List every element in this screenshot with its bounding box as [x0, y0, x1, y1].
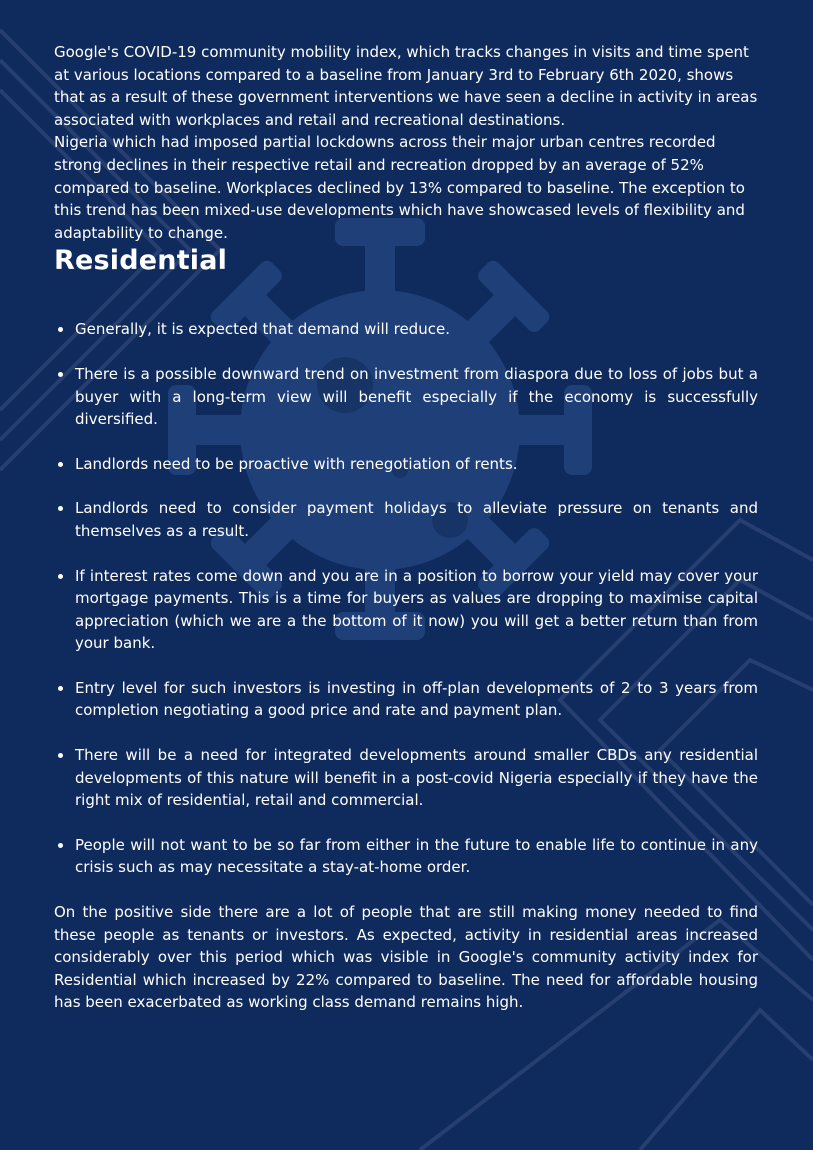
section-title: Residential: [54, 245, 228, 277]
list-item: There is a possible downward trend on investment from diaspora due to loss of jobs but a buyer with a long-term view will benefit especially if the economy is successfully diversified.: [54, 363, 758, 431]
document-content: [54, 41, 758, 1014]
list-item: There will be a need for integrated developments around smaller CBDs any residential developments of this nature will benefit in a post-covid Nigeria especially if they have the right mix of residential, retail and commercial.: [54, 744, 758, 812]
intro-paragraph-2: Nigeria which had imposed partial lockdowns across their major urban centres recorded strong declines in their respective retail and recreation dropped by an average of 52% compared to baseline. Workplaces declined by 13% compared to baseline. The exception to this trend has been mixed-use developments which have showcased levels of flexibility and adaptability to change.: [54, 133, 745, 242]
list-item: Generally, it is expected that demand will reduce.: [54, 318, 758, 341]
list-item: Entry level for such investors is investing in off-plan developments of 2 to 3 years from completion negotiating a good price and rate and payment plan.: [54, 677, 758, 722]
intro-paragraph-1: Google's COVID-19 community mobility index, which tracks changes in visits and time spent at various locations compared to a baseline from January 3rd to February 6th 2020, shows that as a result of these government interventions we have seen a decline in activity in areas associated with workplaces and retail and recreational destinations.: [54, 43, 758, 129]
list-item: Landlords need to consider payment holidays to alleviate pressure on tenants and themselves as a result.: [54, 497, 758, 542]
residential-bullet-list: [54, 318, 758, 879]
closing-paragraph: On the positive side there are a lot of people that are still making money needed to find these people as tenants or investors. As expected, activity in residential areas increased considerably over this period which was visible in Google's community activity index for Residential which increased by 22% compared to baseline. The need for affordable housing has been exacerbated as working class demand remains high.: [54, 903, 758, 1012]
list-item: If interest rates come down and you are in a position to borrow your yield may cover your mortgage payments. This is a time for buyers as values are dropping to maximise capital appreciation (which we are a the bottom of it now) you will get a better return than from your bank.: [54, 565, 758, 655]
list-item: Landlords need to be proactive with renegotiation of rents.: [54, 453, 758, 476]
list-item: People will not want to be so far from either in the future to enable life to continue in any crisis such as may necessitate a stay-at-home order.: [54, 834, 758, 879]
